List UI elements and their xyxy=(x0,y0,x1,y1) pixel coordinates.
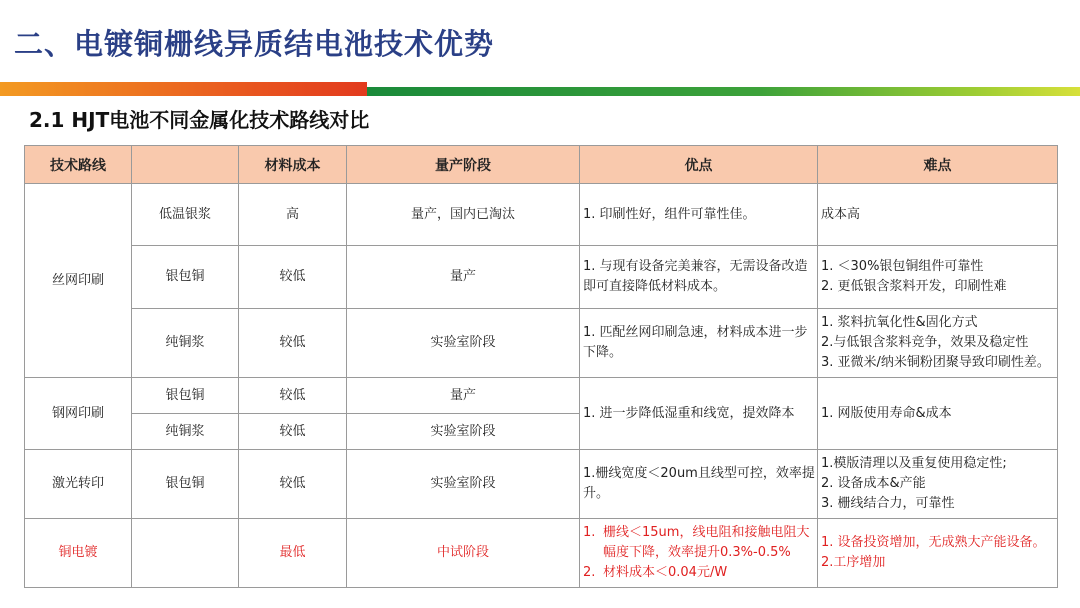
advantage-cell: 1. 与现有设备完美兼容，无需设备改造即可直接降低材料成本。 xyxy=(580,246,818,309)
advantage-cell: 1. 进一步降低湿重和线宽，提效降本 xyxy=(580,378,818,450)
list-text: 材料成本＜0.04元/W xyxy=(603,565,728,580)
accent-bar-green xyxy=(367,87,1080,96)
cost-cell: 较低 xyxy=(239,246,347,309)
table-row xyxy=(25,246,1058,309)
sub-cell: 银包铜 xyxy=(132,450,239,519)
accent-bar-orange xyxy=(0,82,367,96)
list-text: 栅线＜15um，线电阻和接触电阻大幅度下降，效率提升0.3%-0.5% xyxy=(603,525,810,560)
difficulty-cell: 成本高 xyxy=(818,184,1058,246)
list-item xyxy=(583,523,815,563)
stage-cell: 量产 xyxy=(347,378,580,414)
advantage-cell xyxy=(580,519,818,588)
difficulty-cell xyxy=(818,309,1058,378)
table-row xyxy=(25,519,1058,588)
route-cell: 激光转印 xyxy=(25,450,132,519)
difficulty-line: 2. 设备成本&产能 xyxy=(821,476,926,491)
stage-cell: 中试阶段 xyxy=(347,519,580,588)
difficulty-line: 2. 更低银含浆料开发，印刷性难 xyxy=(821,279,1007,294)
difficulty-cell xyxy=(818,519,1058,588)
table-row xyxy=(25,450,1058,519)
sub-cell: 低温银浆 xyxy=(132,184,239,246)
cost-cell: 高 xyxy=(239,184,347,246)
cost-cell: 较低 xyxy=(239,309,347,378)
table-row xyxy=(25,184,1058,246)
advantage-cell: 1. 匹配丝网印刷急速，材料成本进一步下降。 xyxy=(580,309,818,378)
advantage-list xyxy=(583,523,815,583)
route-cell: 铜电镀 xyxy=(25,519,132,588)
sub-cell: 银包铜 xyxy=(132,378,239,414)
difficulty-cell xyxy=(818,246,1058,309)
table-row xyxy=(25,378,1058,414)
cost-cell: 较低 xyxy=(239,450,347,519)
stage-cell: 实验室阶段 xyxy=(347,414,580,450)
route-cell: 钢网印刷 xyxy=(25,378,132,450)
difficulty-line: 2.与低银含浆料竞争，效果及稳定性 xyxy=(821,335,1029,350)
comparison-table xyxy=(24,145,1058,588)
difficulty-cell: 1. 网版使用寿命&成本 xyxy=(818,378,1058,450)
difficulty-line: 3. 栅线结合力，可靠性 xyxy=(821,496,955,511)
header-sub xyxy=(132,146,239,184)
list-number: 2. xyxy=(583,565,596,580)
sub-cell: 纯铜浆 xyxy=(132,309,239,378)
stage-cell: 量产，国内已淘汰 xyxy=(347,184,580,246)
advantage-cell: 1. 印刷性好，组件可靠性佳。 xyxy=(580,184,818,246)
difficulty-line: 2.工序增加 xyxy=(821,555,886,570)
table-row xyxy=(25,309,1058,378)
cost-cell: 较低 xyxy=(239,378,347,414)
list-item xyxy=(583,563,815,583)
difficulty-line: 1.模版清理以及重复使用稳定性; xyxy=(821,456,1007,471)
page-title: 二、电镀铜栅线异质结电池技术优势 xyxy=(14,27,495,61)
difficulty-cell xyxy=(818,450,1058,519)
stage-cell: 实验室阶段 xyxy=(347,309,580,378)
stage-cell: 实验室阶段 xyxy=(347,450,580,519)
sub-cell: 银包铜 xyxy=(132,246,239,309)
sub-cell xyxy=(132,519,239,588)
header-advantages: 优点 xyxy=(580,146,818,184)
stage-cell: 量产 xyxy=(347,246,580,309)
header-route: 技术路线 xyxy=(25,146,132,184)
route-cell: 丝网印刷 xyxy=(25,184,132,378)
list-number: 1. xyxy=(583,525,596,540)
header-stage: 量产阶段 xyxy=(347,146,580,184)
cost-cell: 较低 xyxy=(239,414,347,450)
difficulty-line: 1. 浆料抗氧化性&固化方式 xyxy=(821,315,978,330)
advantage-cell: 1.栅线宽度＜20um且线型可控，效率提升。 xyxy=(580,450,818,519)
header-difficulties: 难点 xyxy=(818,146,1058,184)
difficulty-line: 1. 设备投资增加，无成熟大产能设备。 xyxy=(821,535,1046,550)
header-cost: 材料成本 xyxy=(239,146,347,184)
difficulty-line: 3. 亚微米/纳米铜粉团聚导致印刷性差。 xyxy=(821,355,1050,370)
sub-cell: 纯铜浆 xyxy=(132,414,239,450)
table-header-row xyxy=(25,146,1058,184)
section-subtitle: 2.1 HJT电池不同金属化技术路线对比 xyxy=(29,108,370,132)
cost-cell: 最低 xyxy=(239,519,347,588)
difficulty-line: 1. ＜30%银包铜组件可靠性 xyxy=(821,259,984,274)
